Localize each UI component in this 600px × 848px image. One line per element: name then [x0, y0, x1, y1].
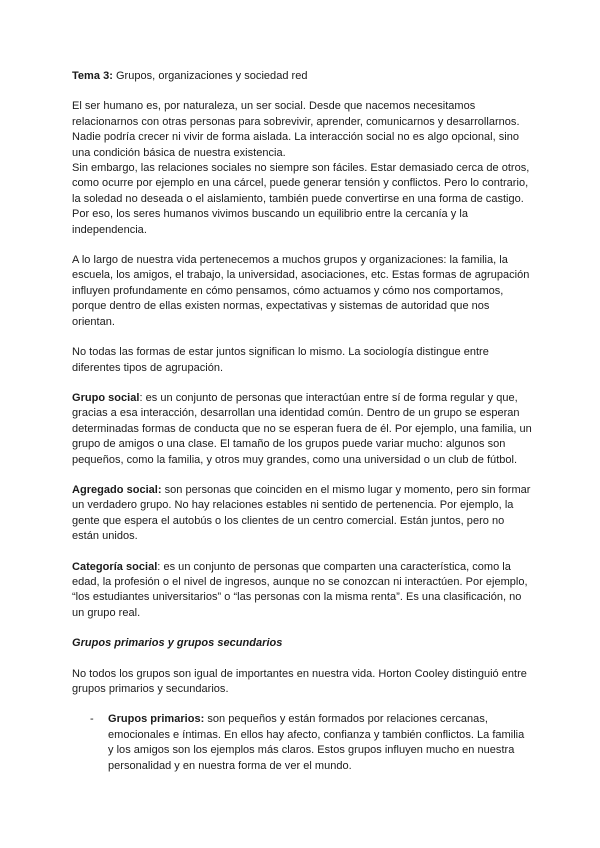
- definition-text: : es un conjunto de personas que interactúan entre sí de forma regular y que, gracias a esa interacción, desarrollan una identidad común. Dentro de un grupo se esperan determinadas formas de conducta que no se esperan fuera de él. Por ejemplo, una familia, un grupo de amigos o una clase. El tamaño de los grupos puede variar mucho: algunos son pequeños, como la familia, y otros muy grandes, como una universidad o un club de fútbol.: [72, 391, 532, 466]
- paragraph-sin-embargo: Sin embargo, las relaciones sociales no siempre son fáciles. Estar demasiado cerca de otros, como ocurre por ejemplo en una cárcel, puede generar tensión y conflictos. Pero lo contrario, la soledad no deseada o el aislamiento, también puede convertirse en una forma de castigo. Por eso, los seres humanos vivimos buscando un equilibrio entre la cercanía y la independencia.: [72, 162, 530, 236]
- bullet-dash: -: [90, 713, 94, 726]
- document-page: [72, 69, 532, 774]
- definition-text: : es un conjunto de personas que comparten una característica, como la edad, la profesión o el nivel de ingresos, aunque no se conozcan ni interactúen. Por ejemplo, “los estudiantes universitarios” o “las personas con la misma renta”. Es una clasificación, no un grupo real.: [72, 560, 528, 619]
- list-item-text: son pequeños y están formados por relaciones cercanas, emocionales e íntimas. En ellos hay afecto, confianza y también conflictos. La familia y los amigos son los ejemplos más claros. Estos grupos influyen mucho en nuestra personalidad y en nuestra forma de ver el mundo.: [108, 713, 525, 772]
- definition-grupo-social: [72, 391, 532, 468]
- definition-text: son personas que coinciden en el mismo lugar y momento, pero sin formar un verdadero grupo. No hay relaciones estables ni sentido de pertenencia. Por ejemplo, la gente que espera el autobús o los clientes de un centro comercial. Están juntos, pero no están unidos.: [72, 483, 531, 543]
- paragraph-no-todas: No todas las formas de estar juntos significan lo mismo. La sociología distingue entre diferentes tipos de agrupación.: [72, 346, 489, 374]
- title-label: Tema 3:: [72, 70, 113, 82]
- paragraph-intro: El ser humano es, por naturaleza, un ser social. Desde que nacemos necesitamos relacionarnos con otras personas para sobrevivir, aprender, comunicarnos y desarrollarnos. Nadie podría crecer ni vivir de forma aislada. La interacción social no es algo opcional, sino una condición básica de nuestra existencia.: [72, 100, 520, 159]
- list-item: [72, 712, 532, 774]
- list-item-term: Grupos primarios:: [108, 713, 205, 726]
- title-text: Grupos, organizaciones y sociedad red: [112, 70, 308, 82]
- definition-term: Categoría social: [72, 560, 158, 573]
- definition-categoria-social: [72, 560, 532, 622]
- section-heading: Grupos primarios y grupos secundarios: [72, 637, 283, 650]
- paragraph-a-lo-largo: A lo largo de nuestra vida pertenecemos a muchos grupos y organizaciones: la familia, la escuela, los amigos, el trabajo, la universidad, asociaciones, etc. Estas formas de agrupación influyen profundamente en cómo pensamos, cómo actuamos y cómo nos comportamos, porque dentro de ellas existen normas, expectativas y sistemas de autoridad que nos orientan.: [72, 254, 530, 328]
- definition-term: Agregado social:: [72, 483, 162, 496]
- section-intro: No todos los grupos son igual de importantes en nuestra vida. Horton Cooley distinguió entre grupos primarios y secundarios.: [72, 667, 527, 695]
- page-title: [72, 69, 532, 84]
- definition-term: Grupo social: [72, 391, 140, 404]
- definition-agregado-social: [72, 483, 532, 545]
- bullet-list: [72, 712, 532, 774]
